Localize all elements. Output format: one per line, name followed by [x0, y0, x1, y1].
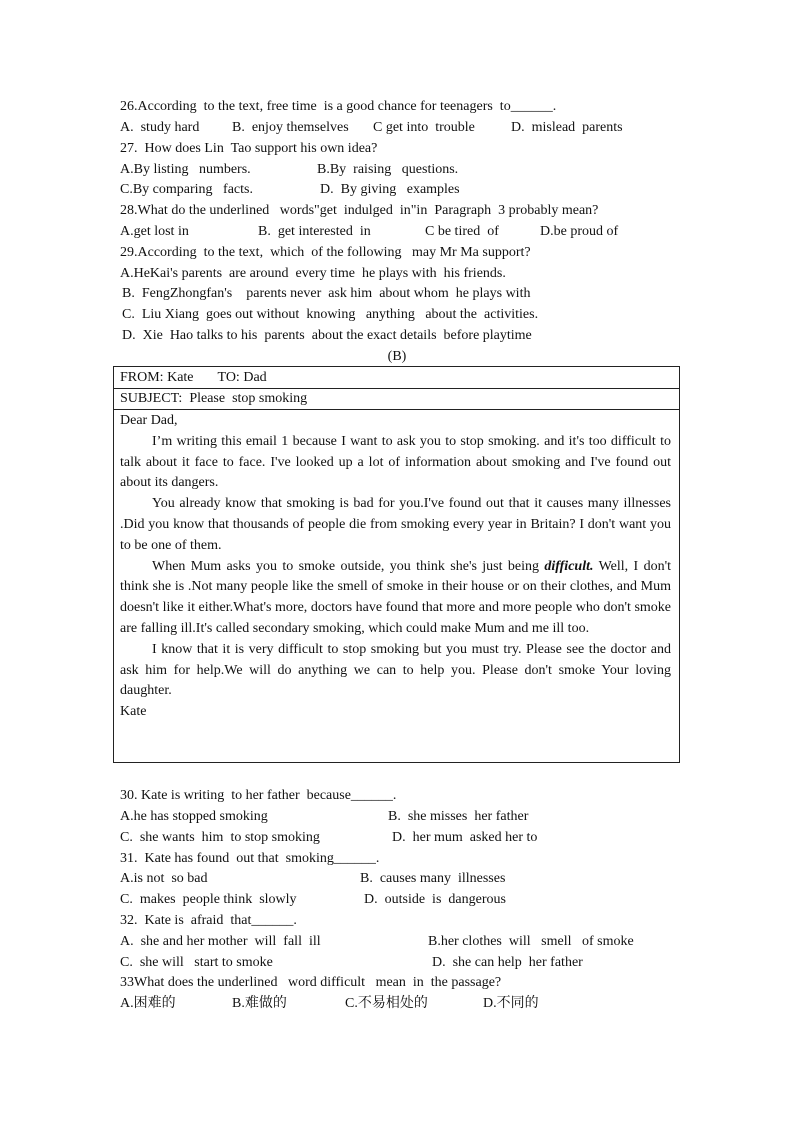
option-28a: A.get lost in: [120, 224, 189, 239]
option-27a: A.By listing numbers.: [120, 162, 251, 177]
email-paragraph-3: [120, 557, 671, 640]
option-28b: B. get interested in: [258, 224, 371, 239]
option-26d: D. mislead parents: [511, 120, 623, 135]
option-28c: C be tired of: [425, 224, 499, 239]
option-27b: B.By raising questions.: [317, 162, 459, 177]
option-33c: C.不易相处的: [345, 996, 428, 1011]
option-30d: D. her mum asked her to: [392, 830, 538, 845]
section-b-heading: (B): [387, 349, 407, 364]
option-33b: B.难做的: [232, 996, 287, 1011]
option-33d: D.不同的: [483, 996, 539, 1011]
email-box: [113, 366, 680, 763]
email-body: [120, 411, 671, 723]
from-label: FROM:: [120, 370, 164, 385]
question-28-stem: 28.What do the underlined words"get indulged in"in Paragraph 3 probably mean?: [120, 203, 599, 218]
email-paragraph-2: You already know that smoking is bad for you.I've found out that it causes many illnesses .Did you know that thousands of people die from smoking every year in Britain? I don't want you to be one of them.: [120, 496, 671, 553]
question-32-stem: 32. Kate is afraid that______.: [120, 913, 297, 928]
option-29b: B. FengZhongfan's parents never ask him about whom he plays with: [122, 286, 531, 301]
option-29a: A.HeKai's parents are around every time he plays with his friends.: [120, 266, 506, 281]
email-paragraph-4: I know that it is very difficult to stop smoking but you must try. Please see the doctor and ask him for help.We will do anything we can to help you. Please don't smoke Your loving daughter.: [120, 641, 671, 699]
option-30c: C. she wants him to stop smoking: [120, 830, 320, 845]
question-33-stem: 33What does the underlined word difficult mean in the passage?: [120, 975, 502, 990]
option-27c: C.By comparing facts.: [120, 182, 253, 197]
option-31b: B. causes many illnesses: [360, 871, 506, 886]
option-32d: D. she can help her father: [432, 955, 583, 970]
email-signature: Kate: [120, 704, 147, 720]
option-31d: D. outside is dangerous: [364, 892, 506, 907]
question-26-stem: 26.According to the text, free time is a good chance for teenagers to______.: [120, 99, 557, 114]
to-value: Dad: [243, 370, 267, 385]
option-26b: B. enjoy themselves: [232, 120, 349, 135]
option-29c: C. Liu Xiang goes out without knowing anything about the activities.: [122, 307, 539, 322]
option-32c: C. she will start to smoke: [120, 955, 273, 970]
email-paragraph-3-end: Well, I don't think she is .Not many people like the smell of smoke in their house or on their clothes, and Mum doesn't like it either.What's more, doctors have found that more and more people who don't smoke are falling ill.It's called secondary smoking, which could make Mum and me ill too.: [120, 558, 671, 636]
option-27d: D. By giving examples: [320, 182, 460, 197]
question-31-stem: 31. Kate has found out that smoking______.: [120, 851, 380, 866]
underlined-word-difficult: difficult.: [544, 558, 594, 574]
option-26a: A. study hard: [120, 120, 200, 135]
option-29d: D. Xie Hao talks to his parents about the exact details before playtime: [122, 328, 532, 343]
email-paragraph-3-start: When Mum asks you to smoke outside, you think she's just being: [152, 558, 545, 574]
subject-value: Please stop smoking: [189, 391, 308, 406]
option-28d: D.be proud of: [540, 224, 619, 239]
option-33a: A.困难的: [120, 996, 176, 1011]
email-header-row: [114, 367, 679, 389]
email-paragraph-1: I’m writing this email 1 because I want to ask you to stop smoking. and it's too difficult to talk about it face to face. I've looked up a lot of information about smoking and I've found out about its dangers.: [120, 433, 671, 491]
question-27-stem: 27. How does Lin Tao support his own idea?: [120, 141, 378, 156]
option-31c: C. makes people think slowly: [120, 892, 297, 907]
from-value: Kate: [167, 370, 194, 385]
option-30b: B. she misses her father: [388, 809, 529, 824]
option-31a: A.is not so bad: [120, 871, 208, 886]
option-30a: A.he has stopped smoking: [120, 809, 268, 824]
subject-label: SUBJECT:: [120, 391, 183, 406]
option-32b: B.her clothes will smell of smoke: [428, 934, 634, 949]
email-greeting: Dear Dad,: [120, 413, 178, 428]
question-29-stem: 29.According to the text, which of the following may Mr Ma support?: [120, 245, 531, 260]
option-26c: C get into trouble: [373, 120, 475, 135]
question-30-stem: 30. Kate is writing to her father because______.: [120, 788, 397, 803]
email-subject-row: [114, 388, 679, 410]
option-32a: A. she and her mother will fall ill: [120, 934, 321, 949]
to-label: TO:: [217, 370, 240, 385]
